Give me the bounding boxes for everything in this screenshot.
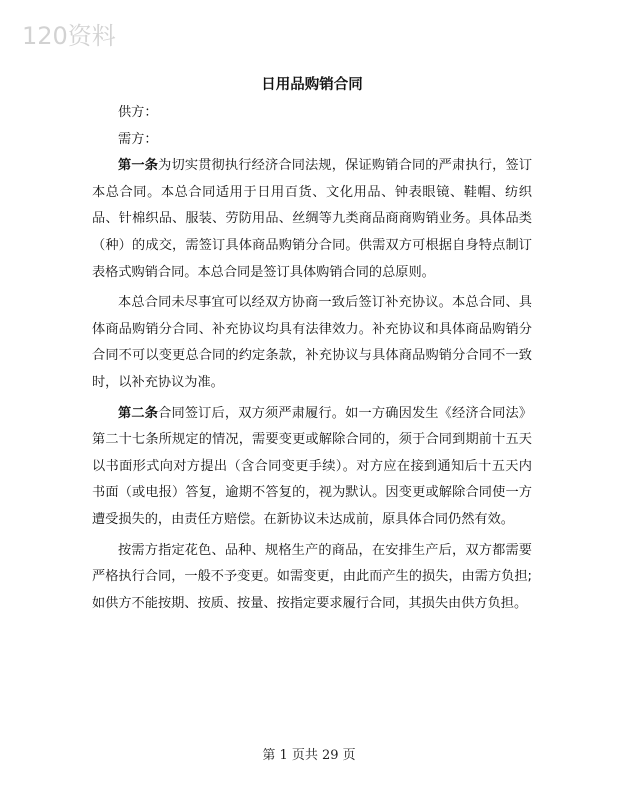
supplementary-agreement-paragraph: 本总合同未尽事宜可以经双方协商一致后签订补充协议。本总合同、具体商品购销分合同、补充协议均具有法律效力。补充协议和具体商品购销分合同不可以变更总合同的约定条款，补充协议与具体商品购销分合同不一致时，以补充协议为准。 [92, 295, 532, 390]
article-1-paragraph [92, 153, 532, 286]
watermark-logo-text: 120资料 [22, 22, 116, 50]
document-page [92, 72, 532, 621]
article-2-heading: 第二条 [118, 405, 159, 421]
custom-production-paragraph: 按需方指定花色、品种、规格生产的商品，在安排生产后，双方都需要严格执行合同，一般不予变更。如需变更，由此而产生的损失，由需方负担;如供方不能按期、按质、按量、按指定要求履行合同，其损失由供方负担。 [92, 542, 532, 611]
supplier-line: 供方： [118, 105, 158, 120]
document-title: 日用品购销合同 [261, 77, 363, 93]
article-2-paragraph [92, 401, 532, 534]
buyer-line: 需方： [118, 131, 158, 147]
article-1-heading: 第一条 [118, 158, 159, 174]
article-1-text: 为切实贯彻执行经济合同法规，保证购销合同的严肃执行，签订本总合同。本总合同适用于日用百货、文化用品、钟表眼镜、鞋帽、纺织品、针棉织品、服装、劳防用品、丝绸等九类商品商商购销业务。具体品类（种）的成交，需签订具体商品购销分合同。供需双方可根据自身特点制订表格式购销合同。本总合同是签订具体购销合同的总原则。 [92, 158, 533, 280]
article-2-text: 合同签订后，双方须严肃履行。如一方确因发生《经济合同法》第二十七条所规定的情况，需要变更或解除合同的，须于合同到期前十五天以书面形式向对方提出（含合同变更手续）。对方应在接到通知后十五天内书面（或电报）答复，逾期不答复的，视为默认。因变更或解除合同使一方遭受损失的，由责任方赔偿。在新协议未达成前，原具体合同仍然有效。 [92, 405, 533, 527]
page-number-footer: 第 1 页共 29 页 [262, 748, 356, 763]
